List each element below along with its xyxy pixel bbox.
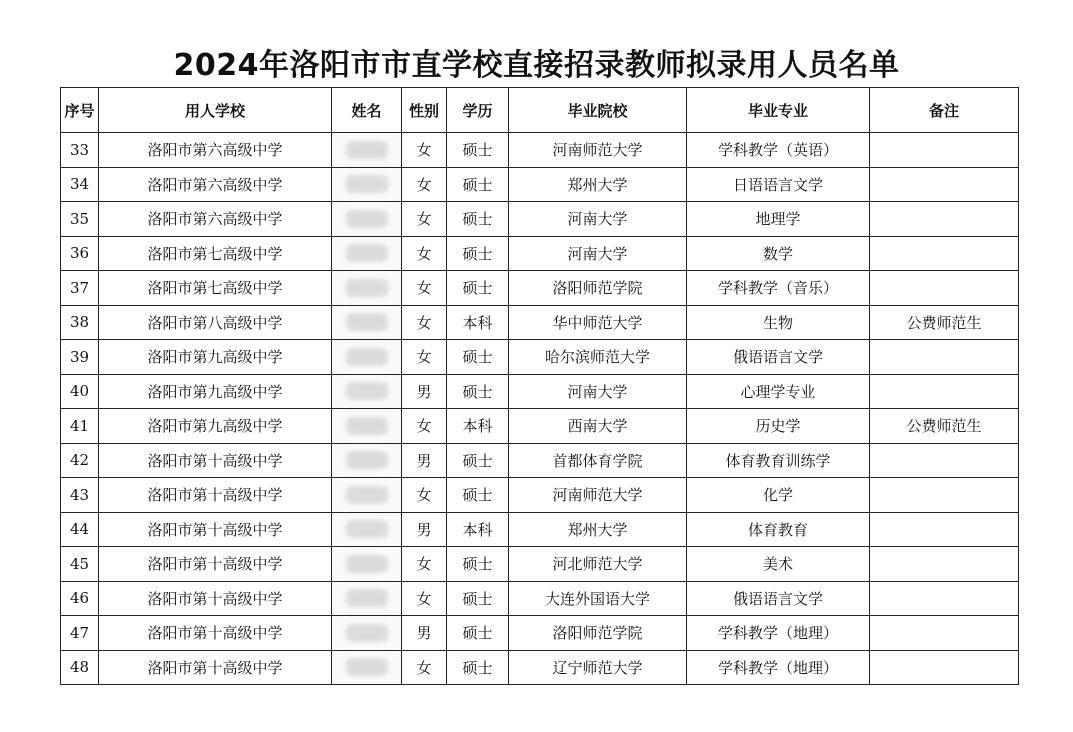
cell-name — [332, 650, 402, 685]
cell-gender: 女 — [402, 547, 447, 582]
cell-name — [332, 202, 402, 237]
cell-school: 洛阳市第六高级中学 — [99, 202, 332, 237]
cell-major: 学科教学（英语） — [687, 133, 870, 168]
cell-university: 大连外国语大学 — [509, 581, 687, 616]
cell-note — [870, 374, 1019, 409]
cell-number: 38 — [61, 305, 99, 340]
cell-major: 化学 — [687, 478, 870, 513]
cell-gender: 女 — [402, 167, 447, 202]
cell-university: 河南大学 — [509, 374, 687, 409]
header-cell-number: 序号 — [61, 88, 99, 133]
cell-gender: 男 — [402, 512, 447, 547]
cell-major: 历史学 — [687, 409, 870, 444]
cell-number: 36 — [61, 236, 99, 271]
cell-note — [870, 443, 1019, 478]
cell-note: 公费师范生 — [870, 409, 1019, 444]
cell-gender: 女 — [402, 581, 447, 616]
table-row — [61, 581, 1019, 616]
cell-major: 俄语语言文学 — [687, 581, 870, 616]
cell-note — [870, 581, 1019, 616]
redacted-name-blur — [346, 486, 388, 504]
redacted-name-blur — [346, 417, 388, 435]
cell-degree: 硕士 — [447, 547, 509, 582]
cell-degree: 本科 — [447, 305, 509, 340]
page-title: 2024年洛阳市市直学校直接招录教师拟录用人员名单 — [173, 48, 900, 83]
header-cell-note: 备注 — [870, 88, 1019, 133]
cell-note — [870, 236, 1019, 271]
cell-gender: 男 — [402, 374, 447, 409]
cell-gender: 男 — [402, 443, 447, 478]
header-cell-name: 姓名 — [332, 88, 402, 133]
redacted-name-blur — [346, 520, 388, 538]
cell-university: 洛阳师范学院 — [509, 271, 687, 306]
table-row — [61, 340, 1019, 375]
cell-major: 日语语言文学 — [687, 167, 870, 202]
cell-number: 39 — [61, 340, 99, 375]
table-row — [61, 512, 1019, 547]
cell-number: 40 — [61, 374, 99, 409]
cell-number: 41 — [61, 409, 99, 444]
cell-university: 河南师范大学 — [509, 133, 687, 168]
cell-degree: 硕士 — [447, 271, 509, 306]
redacted-name-blur — [346, 279, 388, 297]
cell-name — [332, 409, 402, 444]
cell-gender: 女 — [402, 133, 447, 168]
cell-school: 洛阳市第七高级中学 — [99, 271, 332, 306]
cell-number: 34 — [61, 167, 99, 202]
cell-name — [332, 167, 402, 202]
table-row — [61, 650, 1019, 685]
redacted-name-blur — [346, 555, 388, 573]
table-row — [61, 271, 1019, 306]
cell-name — [332, 443, 402, 478]
cell-school: 洛阳市第九高级中学 — [99, 374, 332, 409]
cell-note — [870, 167, 1019, 202]
redacted-name-blur — [346, 210, 388, 228]
cell-school: 洛阳市第十高级中学 — [99, 478, 332, 513]
cell-number: 44 — [61, 512, 99, 547]
table-row — [61, 547, 1019, 582]
cell-school: 洛阳市第八高级中学 — [99, 305, 332, 340]
cell-university: 洛阳师范学院 — [509, 616, 687, 651]
cell-gender: 女 — [402, 340, 447, 375]
cell-degree: 本科 — [447, 512, 509, 547]
cell-major: 学科教学（音乐） — [687, 271, 870, 306]
cell-note — [870, 271, 1019, 306]
cell-number: 33 — [61, 133, 99, 168]
cell-school: 洛阳市第九高级中学 — [99, 340, 332, 375]
cell-degree: 硕士 — [447, 133, 509, 168]
cell-major: 俄语语言文学 — [687, 340, 870, 375]
cell-degree: 硕士 — [447, 374, 509, 409]
cell-university: 河南大学 — [509, 236, 687, 271]
cell-major: 美术 — [687, 547, 870, 582]
cell-name — [332, 133, 402, 168]
header-cell-major: 毕业专业 — [687, 88, 870, 133]
table-row — [61, 236, 1019, 271]
redacted-name-blur — [346, 244, 388, 262]
table-row — [61, 443, 1019, 478]
table-row — [61, 374, 1019, 409]
cell-major: 体育教育训练学 — [687, 443, 870, 478]
cell-gender: 女 — [402, 271, 447, 306]
cell-major: 生物 — [687, 305, 870, 340]
cell-school: 洛阳市第十高级中学 — [99, 650, 332, 685]
cell-number: 35 — [61, 202, 99, 237]
roster-body — [61, 133, 1019, 685]
cell-note — [870, 133, 1019, 168]
cell-note — [870, 547, 1019, 582]
cell-major: 学科教学（地理） — [687, 650, 870, 685]
cell-note — [870, 650, 1019, 685]
roster-table — [60, 87, 1019, 685]
cell-name — [332, 616, 402, 651]
header-cell-degree: 学历 — [447, 88, 509, 133]
cell-university: 郑州大学 — [509, 167, 687, 202]
cell-note — [870, 616, 1019, 651]
table-row — [61, 202, 1019, 237]
table-row — [61, 167, 1019, 202]
cell-university: 哈尔滨师范大学 — [509, 340, 687, 375]
cell-school: 洛阳市第十高级中学 — [99, 443, 332, 478]
cell-name — [332, 340, 402, 375]
cell-gender: 女 — [402, 478, 447, 513]
cell-university: 华中师范大学 — [509, 305, 687, 340]
cell-name — [332, 512, 402, 547]
cell-gender: 女 — [402, 305, 447, 340]
cell-note — [870, 340, 1019, 375]
redacted-name-blur — [346, 451, 388, 469]
cell-gender: 男 — [402, 616, 447, 651]
cell-major: 心理学专业 — [687, 374, 870, 409]
cell-degree: 硕士 — [447, 443, 509, 478]
cell-name — [332, 547, 402, 582]
cell-school: 洛阳市第十高级中学 — [99, 616, 332, 651]
cell-university: 河南师范大学 — [509, 478, 687, 513]
redacted-name-blur — [346, 624, 388, 642]
cell-university: 西南大学 — [509, 409, 687, 444]
cell-name — [332, 271, 402, 306]
cell-degree: 硕士 — [447, 616, 509, 651]
cell-school: 洛阳市第十高级中学 — [99, 512, 332, 547]
cell-number: 43 — [61, 478, 99, 513]
cell-school: 洛阳市第七高级中学 — [99, 236, 332, 271]
cell-degree: 硕士 — [447, 478, 509, 513]
cell-note — [870, 512, 1019, 547]
cell-school: 洛阳市第九高级中学 — [99, 409, 332, 444]
redacted-name-blur — [346, 348, 388, 366]
cell-number: 46 — [61, 581, 99, 616]
cell-number: 48 — [61, 650, 99, 685]
cell-note — [870, 478, 1019, 513]
table-header-row — [61, 88, 1019, 133]
header-cell-university: 毕业院校 — [509, 88, 687, 133]
cell-major: 体育教育 — [687, 512, 870, 547]
redacted-name-blur — [346, 382, 388, 400]
cell-name — [332, 374, 402, 409]
cell-name — [332, 478, 402, 513]
cell-major: 数学 — [687, 236, 870, 271]
header-cell-gender: 性别 — [402, 88, 447, 133]
cell-university: 河北师范大学 — [509, 547, 687, 582]
cell-number: 47 — [61, 616, 99, 651]
redacted-name-blur — [346, 589, 388, 607]
cell-number: 42 — [61, 443, 99, 478]
cell-school: 洛阳市第十高级中学 — [99, 581, 332, 616]
cell-name — [332, 236, 402, 271]
cell-degree: 硕士 — [447, 340, 509, 375]
cell-degree: 硕士 — [447, 167, 509, 202]
cell-degree: 硕士 — [447, 202, 509, 237]
redacted-name-blur — [346, 658, 388, 676]
redacted-name-blur — [346, 175, 388, 193]
redacted-name-blur — [346, 313, 388, 331]
cell-note — [870, 202, 1019, 237]
cell-gender: 女 — [402, 409, 447, 444]
redacted-name-blur — [346, 141, 388, 159]
cell-gender: 女 — [402, 650, 447, 685]
cell-school: 洛阳市第六高级中学 — [99, 167, 332, 202]
cell-number: 45 — [61, 547, 99, 582]
cell-note: 公费师范生 — [870, 305, 1019, 340]
table-row — [61, 133, 1019, 168]
cell-degree: 硕士 — [447, 236, 509, 271]
cell-name — [332, 581, 402, 616]
table-row — [61, 616, 1019, 651]
cell-gender: 女 — [402, 236, 447, 271]
cell-number: 37 — [61, 271, 99, 306]
cell-university: 首都体育学院 — [509, 443, 687, 478]
cell-major: 地理学 — [687, 202, 870, 237]
cell-degree: 本科 — [447, 409, 509, 444]
cell-degree: 硕士 — [447, 581, 509, 616]
cell-school: 洛阳市第十高级中学 — [99, 547, 332, 582]
table-row — [61, 305, 1019, 340]
table-row — [61, 478, 1019, 513]
cell-university: 郑州大学 — [509, 512, 687, 547]
table-row — [61, 409, 1019, 444]
cell-major: 学科教学（地理） — [687, 616, 870, 651]
cell-school: 洛阳市第六高级中学 — [99, 133, 332, 168]
cell-gender: 女 — [402, 202, 447, 237]
cell-degree: 硕士 — [447, 650, 509, 685]
header-cell-school: 用人学校 — [99, 88, 332, 133]
cell-university: 河南大学 — [509, 202, 687, 237]
cell-name — [332, 305, 402, 340]
cell-university: 辽宁师范大学 — [509, 650, 687, 685]
